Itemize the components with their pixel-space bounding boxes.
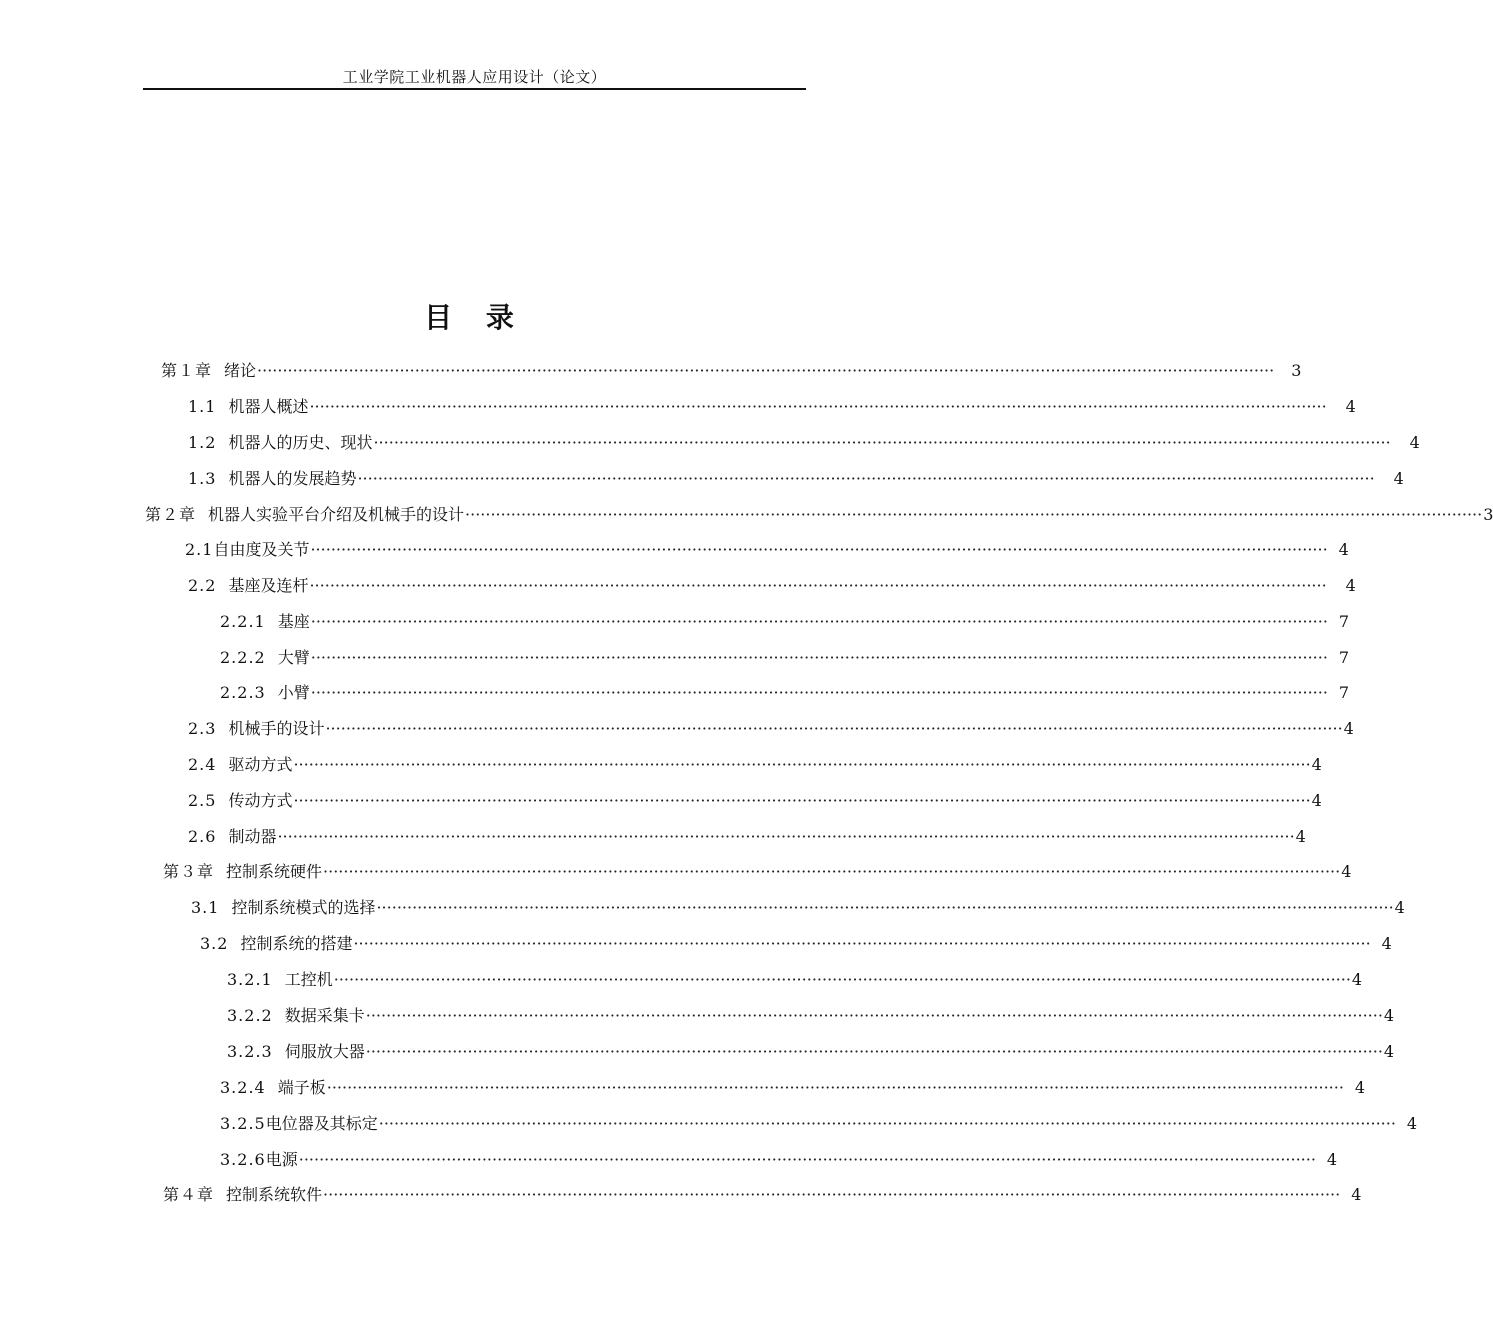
toc-entry-label: 机器人的历史、现状 bbox=[228, 433, 373, 452]
toc-entry-page: 4 bbox=[1409, 433, 1420, 452]
toc-entry-label: 小臂 bbox=[277, 683, 310, 702]
toc-entry-2-2[interactable] bbox=[188, 574, 1356, 598]
toc-entry-3-2-1[interactable] bbox=[227, 968, 1363, 992]
toc-leader-dots: ········································································································································································································ bbox=[326, 1078, 1344, 1097]
toc-entry-page: 4 bbox=[1406, 1114, 1418, 1133]
toc-entry-chapter-3[interactable] bbox=[163, 860, 1352, 884]
toc-entry-label: 自由度及关节 bbox=[213, 540, 310, 559]
toc-entry-number: 第１章 bbox=[161, 361, 213, 380]
toc-entry-page: 7 bbox=[1338, 683, 1350, 702]
toc-entry-label: 电位器及其标定 bbox=[265, 1114, 378, 1133]
toc-entry-number: 2.5 bbox=[188, 791, 217, 810]
toc-leader-dots: ········································································································································································································ bbox=[373, 433, 1391, 452]
toc-entry-2-5[interactable] bbox=[188, 789, 1322, 813]
toc-entry-number: 2.2.2 bbox=[220, 648, 266, 667]
toc-entry-page: 4 bbox=[1338, 540, 1349, 559]
toc-entry-2-6[interactable] bbox=[188, 825, 1306, 849]
toc-leader-dots: ········································································································································································································ bbox=[293, 791, 1311, 810]
toc-leader-dots: ········································································································································································································ bbox=[323, 1185, 1341, 1204]
toc-leader-dots: ········································································································································································································ bbox=[310, 648, 1328, 667]
toc-entry-label: 控制系统软件 bbox=[226, 1185, 323, 1204]
toc-entry-page: 4 bbox=[1381, 934, 1392, 953]
toc-leader-dots: ········································································································································································································ bbox=[257, 361, 1275, 380]
toc-leader-dots: ········································································································································································································ bbox=[465, 505, 1483, 524]
toc-entry-label: 电源 bbox=[265, 1150, 298, 1169]
toc-entry-3-2-2[interactable] bbox=[227, 1004, 1395, 1028]
toc-entry-label: 数据采集卡 bbox=[284, 1006, 365, 1025]
toc-entry-3-2-4[interactable] bbox=[220, 1076, 1366, 1100]
toc-entry-2-1[interactable] bbox=[185, 538, 1349, 562]
toc-leader-dots: ········································································································································································································ bbox=[310, 683, 1328, 702]
toc-entry-chapter-4[interactable] bbox=[163, 1183, 1362, 1207]
toc-entry-3-2-6[interactable] bbox=[220, 1148, 1338, 1172]
toc-entry-page: 4 bbox=[1295, 827, 1306, 846]
toc-entry-number: 3.1 bbox=[191, 898, 220, 917]
toc-entry-3-2-3[interactable] bbox=[227, 1040, 1395, 1064]
header-rule bbox=[143, 88, 806, 90]
toc-entry-2-4[interactable] bbox=[188, 753, 1322, 777]
toc-entry-label: 制动器 bbox=[228, 827, 277, 846]
toc-leader-dots: ········································································································································································································ bbox=[277, 827, 1295, 846]
toc-leader-dots: ········································································································································································································ bbox=[298, 1150, 1316, 1169]
toc-entry-page: 4 bbox=[1345, 397, 1356, 416]
toc-entry-page: 3 bbox=[1483, 505, 1493, 524]
toc-entry-page: 4 bbox=[1383, 1006, 1395, 1025]
toc-entry-label: 驱动方式 bbox=[228, 755, 293, 774]
toc-entry-label: 工控机 bbox=[284, 970, 333, 989]
toc-entry-label: 绪论 bbox=[224, 361, 257, 380]
toc-entry-number: 第３章 bbox=[163, 862, 215, 881]
toc-entry-label: 基座及连杆 bbox=[228, 576, 309, 595]
toc-entry-label: 机器人概述 bbox=[228, 397, 309, 416]
toc-entry-number: 2.2.1 bbox=[220, 612, 266, 631]
toc-entry-number: 1.2 bbox=[188, 433, 217, 452]
toc-entry-label: 机器人的发展趋势 bbox=[228, 469, 357, 488]
toc-entry-page: 4 bbox=[1383, 1042, 1395, 1061]
toc-entry-page: 4 bbox=[1354, 1078, 1366, 1097]
toc-entry-page: 4 bbox=[1341, 862, 1352, 881]
toc-leader-dots: ········································································································································································································ bbox=[365, 1006, 1383, 1025]
toc-entry-page: 4 bbox=[1311, 791, 1322, 810]
page-header: 工业学院工业机器人应用设计（论文） bbox=[342, 68, 607, 86]
toc-entry-label: 机械手的设计 bbox=[228, 719, 325, 738]
toc-entry-3-2-5[interactable] bbox=[220, 1112, 1418, 1136]
toc-entry-number: 2.2 bbox=[188, 576, 217, 595]
toc-entry-label: 控制系统模式的选择 bbox=[231, 898, 376, 917]
toc-entry-label: 大臂 bbox=[277, 648, 310, 667]
toc-entry-label: 传动方式 bbox=[228, 791, 293, 810]
toc-entry-page: 7 bbox=[1338, 612, 1350, 631]
toc-leader-dots: ········································································································································································································ bbox=[333, 970, 1351, 989]
toc-entry-2-2-3[interactable] bbox=[220, 681, 1350, 705]
toc-leader-dots: ········································································································································································································ bbox=[310, 540, 1328, 559]
toc-leader-dots: ········································································································································································································ bbox=[353, 934, 1371, 953]
toc-entry-page: 4 bbox=[1351, 1185, 1362, 1204]
toc-leader-dots: ········································································································································································································ bbox=[293, 755, 1311, 774]
toc-entry-number: 第２章 bbox=[145, 505, 197, 524]
toc-entry-page: 4 bbox=[1343, 719, 1354, 738]
toc-leader-dots: ········································································································································································································ bbox=[378, 1114, 1396, 1133]
toc-entry-number: 3.2 bbox=[200, 934, 229, 953]
toc-entry-number: 2.3 bbox=[188, 719, 217, 738]
toc-entry-label: 基座 bbox=[277, 612, 310, 631]
toc-entry-number: 3.2.3 bbox=[227, 1042, 273, 1061]
toc-entry-number: 1.3 bbox=[188, 469, 217, 488]
toc-entry-number: 1.1 bbox=[188, 397, 217, 416]
toc-entry-page: 4 bbox=[1351, 970, 1363, 989]
toc-entry-page: 4 bbox=[1345, 576, 1356, 595]
toc-entry-page: 4 bbox=[1311, 755, 1322, 774]
toc-entry-number: 2.1 bbox=[185, 540, 214, 559]
toc-entry-page: 4 bbox=[1394, 898, 1405, 917]
toc-entry-page: 3 bbox=[1291, 361, 1302, 380]
toc-entry-chapter-1[interactable] bbox=[161, 359, 1302, 383]
toc-entry-page: 4 bbox=[1393, 469, 1404, 488]
toc-entry-page: 4 bbox=[1326, 1150, 1338, 1169]
toc-entry-label: 端子板 bbox=[277, 1078, 326, 1097]
toc-entry-label: 机器人实验平台介绍及机械手的设计 bbox=[208, 505, 465, 524]
toc-leader-dots: ········································································································································································································ bbox=[323, 862, 1341, 881]
toc-entry-3-1[interactable] bbox=[191, 896, 1405, 920]
toc-entry-2-2-2[interactable] bbox=[220, 646, 1350, 670]
toc-entry-number: 3.2.5 bbox=[220, 1114, 266, 1133]
toc-entry-label: 伺服放大器 bbox=[284, 1042, 365, 1061]
toc-leader-dots: ········································································································································································································ bbox=[325, 719, 1343, 738]
toc-entry-1-3[interactable] bbox=[188, 467, 1404, 491]
toc-entry-2-3[interactable] bbox=[188, 717, 1354, 741]
toc-leader-dots: ········································································································································································································ bbox=[309, 397, 1327, 416]
toc-leader-dots: ········································································································································································································ bbox=[365, 1042, 1383, 1061]
toc-entry-number: 3.2.4 bbox=[220, 1078, 266, 1097]
toc-entry-2-2-1[interactable] bbox=[220, 610, 1350, 634]
toc-entry-number: 3.2.6 bbox=[220, 1150, 266, 1169]
toc-entry-number: 2.4 bbox=[188, 755, 217, 774]
toc-entry-page: 7 bbox=[1338, 648, 1350, 667]
toc-entry-number: 2.2.3 bbox=[220, 683, 266, 702]
toc-leader-dots: ········································································································································································································ bbox=[376, 898, 1394, 917]
toc-entry-chapter-2[interactable] bbox=[145, 503, 1493, 527]
toc-leader-dots: ········································································································································································································ bbox=[310, 612, 1328, 631]
toc-entry-3-2[interactable] bbox=[200, 932, 1392, 956]
toc-entry-number: 3.2.2 bbox=[227, 1006, 273, 1025]
toc-leader-dots: ········································································································································································································ bbox=[309, 576, 1327, 595]
toc-entry-number: 第４章 bbox=[163, 1185, 215, 1204]
toc-title: 目 录 bbox=[424, 301, 526, 334]
toc-entry-label: 控制系统的搭建 bbox=[240, 934, 353, 953]
toc-entry-1-1[interactable] bbox=[188, 395, 1356, 419]
toc-entry-number: 2.6 bbox=[188, 827, 217, 846]
toc-entry-1-2[interactable] bbox=[188, 431, 1420, 455]
toc-entry-number: 3.2.1 bbox=[227, 970, 273, 989]
toc-leader-dots: ········································································································································································································ bbox=[357, 469, 1375, 488]
toc-entry-label: 控制系统硬件 bbox=[226, 862, 323, 881]
